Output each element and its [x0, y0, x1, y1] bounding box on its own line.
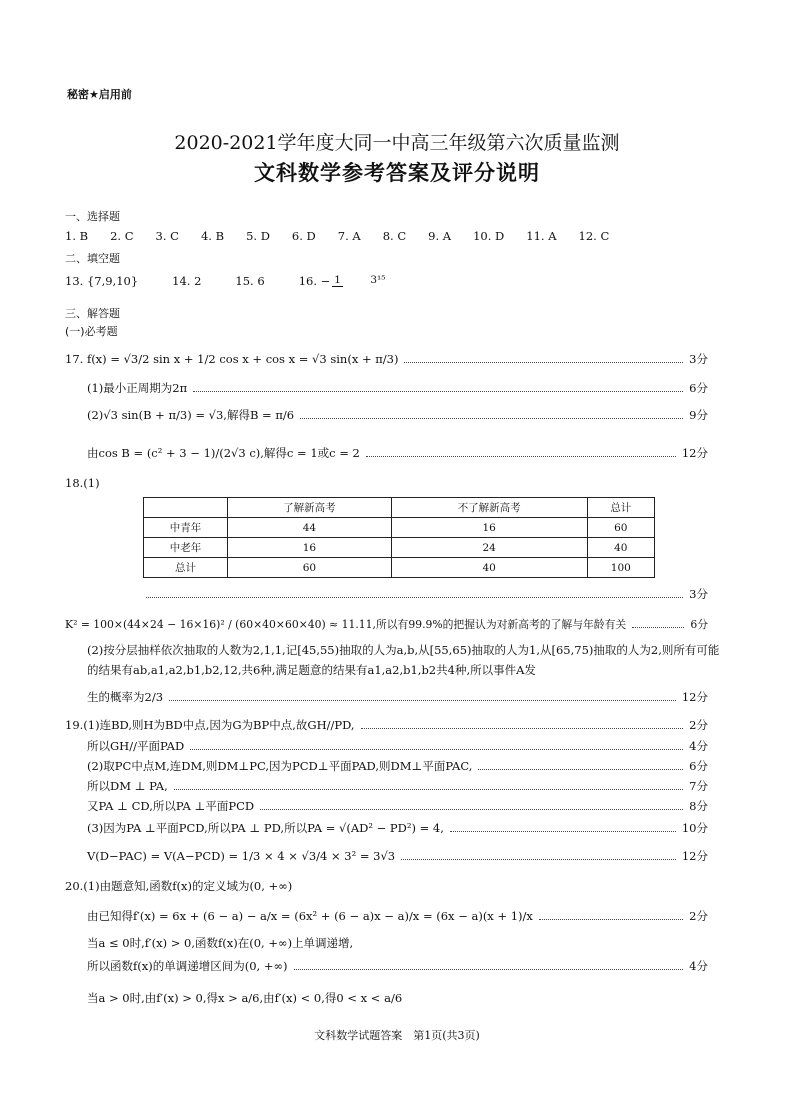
table-header-cell	[144, 498, 228, 518]
line-text: 生的概率为2/3	[87, 690, 164, 704]
q20-line: 当a ≤ 0时,f′(x) > 0,函数f(x)在(0, +∞)上单调递增,	[87, 936, 354, 950]
section-heading-solutions: 三、解答题	[65, 307, 120, 320]
line-text: 所以DM ⊥ PA,	[87, 779, 168, 793]
answer-item: 16. −	[298, 274, 331, 288]
dot-leader	[401, 859, 676, 860]
table-header-cell: 了解新高考	[228, 498, 392, 518]
q18-part2-text: (2)按分层抽样依次抽取的人数为2,1,1,记[45,55)抽取的人为a,b,从[55,65)抽取的人为1,从[65,75)抽取的人为2,则所有可能的结果有ab,a1,a2,b1,b2,12,共6种,满足题意的结果有a1,a2,b1,b2共4种,所以事件A发	[87, 643, 720, 677]
answer-item: 9. A	[428, 229, 452, 243]
dot-leader	[294, 969, 684, 970]
points: 12分	[681, 849, 708, 863]
q17-line	[87, 445, 708, 461]
dot-leader	[260, 809, 683, 810]
table-header-cell: 不了解新高考	[391, 498, 587, 518]
answer-item: 14. 2	[172, 274, 202, 288]
table-cell: 24	[391, 538, 587, 558]
q20-line	[87, 958, 708, 974]
q17-line	[87, 407, 708, 423]
fill-answers	[65, 274, 431, 288]
points: 9分	[689, 408, 708, 422]
q18-table-points	[140, 586, 708, 602]
answer-item: 15. 6	[235, 274, 265, 288]
dot-leader	[174, 789, 683, 790]
answer-item: 13. {7,9,10}	[65, 274, 139, 288]
answer-item: 1. B	[65, 229, 89, 243]
table-row	[144, 518, 655, 538]
table-cell: 60	[228, 558, 392, 578]
table-cell: 40	[391, 558, 587, 578]
survey-table	[143, 497, 655, 578]
exam-title: 2020-2021学年度大同一中高三年级第六次质量监测	[174, 132, 620, 154]
table-cell: 16	[228, 538, 392, 558]
line-text: K² = 100×(44×24 − 16×16)² / (60×40×60×40) ≈ 11.11,所以有99.9%的把握认为对新高考的了解与年龄有关	[65, 618, 627, 631]
points: 2分	[689, 909, 708, 923]
dot-leader	[146, 597, 683, 598]
q18-k2-line	[65, 617, 708, 632]
line-text: (3)因为PA ⊥平面PCD,所以PA ⊥ PD,所以PA = √(AD² − PD²) = 4,	[87, 821, 444, 835]
dot-leader	[300, 418, 683, 419]
points: 3分	[689, 352, 708, 366]
table-row	[144, 538, 655, 558]
table-header-row	[144, 498, 655, 518]
answer-item: 8. C	[382, 229, 407, 243]
points: 4分	[689, 739, 708, 753]
answer-item: 10. D	[473, 229, 505, 243]
table-row	[144, 558, 655, 578]
q19-line	[65, 717, 708, 733]
dot-leader	[361, 728, 684, 729]
choice-answers	[65, 229, 631, 243]
line-text: V(D−PAC) = V(A−PCD) = 1/3 × 4 × √3/4 × 3² = 3√3	[87, 849, 396, 863]
answer-item: 7. A	[337, 229, 361, 243]
answer-item: 2. C	[110, 229, 134, 243]
q18-probability-line	[87, 689, 708, 705]
q20-line	[87, 908, 708, 924]
dot-leader	[539, 919, 683, 920]
section-heading-choice: 一、选择题	[65, 210, 120, 223]
q20-line: 当a > 0时,由f′(x) > 0,得x > a/6,由f′(x) < 0,得0 < x < a/6	[87, 991, 403, 1005]
answer-item: 5. D	[246, 229, 270, 243]
q16-fraction	[332, 275, 409, 287]
points: 8分	[689, 799, 708, 813]
dot-leader	[632, 627, 684, 628]
line-text: (1)最小正周期为2π	[87, 381, 188, 395]
section-subheading-required: (一)必考题	[65, 325, 118, 338]
points: 7分	[689, 779, 708, 793]
page-footer: 文科数学试题答案 第1页(共3页)	[314, 1029, 480, 1042]
points: 6分	[689, 381, 708, 395]
q19-line	[87, 778, 708, 794]
q18-label: 18.(1)	[65, 476, 100, 490]
answer-item: 11. A	[526, 229, 557, 243]
points: 6分	[689, 759, 708, 773]
points: 10分	[681, 821, 708, 835]
dot-leader	[450, 831, 676, 832]
answer-key-title: 文科数学参考答案及评分说明	[254, 161, 540, 185]
table-cell: 60	[587, 518, 654, 538]
table-cell: 44	[228, 518, 392, 538]
table-cell: 100	[587, 558, 654, 578]
points: 6分	[690, 618, 708, 631]
line-text: 17. f(x) = √3/2 sin x + 1/2 cos x + cos x = √3 sin(x + π/3)	[65, 352, 399, 366]
points: 12分	[681, 446, 708, 460]
table-cell: 40	[587, 538, 654, 558]
points: 3分	[689, 587, 708, 601]
line-text: 所以GH//平面PAD	[87, 739, 185, 753]
line-text: 又PA ⊥ CD,所以PA ⊥平面PCD	[87, 799, 255, 813]
answer-item: 6. D	[291, 229, 316, 243]
answer-item: 12. C	[578, 229, 610, 243]
line-text: 19.(1)连BD,则H为BD中点,因为G为BP中点,故GH//PD,	[65, 718, 355, 732]
dot-leader	[404, 362, 683, 363]
q19-line	[87, 820, 708, 836]
q20-line: 20.(1)由题意知,函数f(x)的定义域为(0, +∞)	[65, 879, 293, 893]
points: 4分	[689, 959, 708, 973]
line-text: 由已知得f′(x) = 6x + (6 − a) − a/x = (6x² + (6 − a)x − a)/x = (6x − a)(x + 1)/x	[87, 909, 533, 923]
q17-line	[65, 351, 708, 367]
confidential-label: 秘密★启用前	[67, 88, 132, 101]
answer-item: 3. C	[155, 229, 179, 243]
dot-leader	[478, 769, 683, 770]
q17-line	[87, 380, 708, 396]
dot-leader	[169, 700, 676, 701]
q19-line	[87, 848, 708, 864]
line-text: (2)取PC中点M,连DM,则DM⊥PC,因为PCD⊥平面PAD,则DM⊥平面PAC,	[87, 759, 473, 773]
dot-leader	[190, 749, 683, 750]
q16-denominator: 3¹⁵	[370, 273, 386, 286]
q19-line	[87, 798, 708, 814]
q19-line	[87, 758, 708, 774]
dot-leader	[193, 391, 683, 392]
line-text: 由cos B = (c² + 3 − 1)/(2√3 c),解得c = 1或c = 2	[87, 446, 360, 460]
section-heading-fill: 二、填空题	[65, 252, 120, 265]
line-text: 所以函数f(x)的单调递增区间为(0, +∞)	[87, 959, 288, 973]
points: 2分	[689, 718, 708, 732]
table-cell: 总计	[144, 558, 228, 578]
points: 12分	[681, 690, 708, 704]
table-cell: 中青年	[144, 518, 228, 538]
line-text: (2)√3 sin(B + π/3) = √3,解得B = π/6	[87, 408, 295, 422]
q16-numerator: 1	[334, 273, 341, 286]
table-cell: 16	[391, 518, 587, 538]
q19-line	[87, 738, 708, 754]
answer-item: 4. B	[200, 229, 225, 243]
table-header-cell: 总计	[587, 498, 654, 518]
dot-leader	[366, 456, 676, 457]
table-cell: 中老年	[144, 538, 228, 558]
